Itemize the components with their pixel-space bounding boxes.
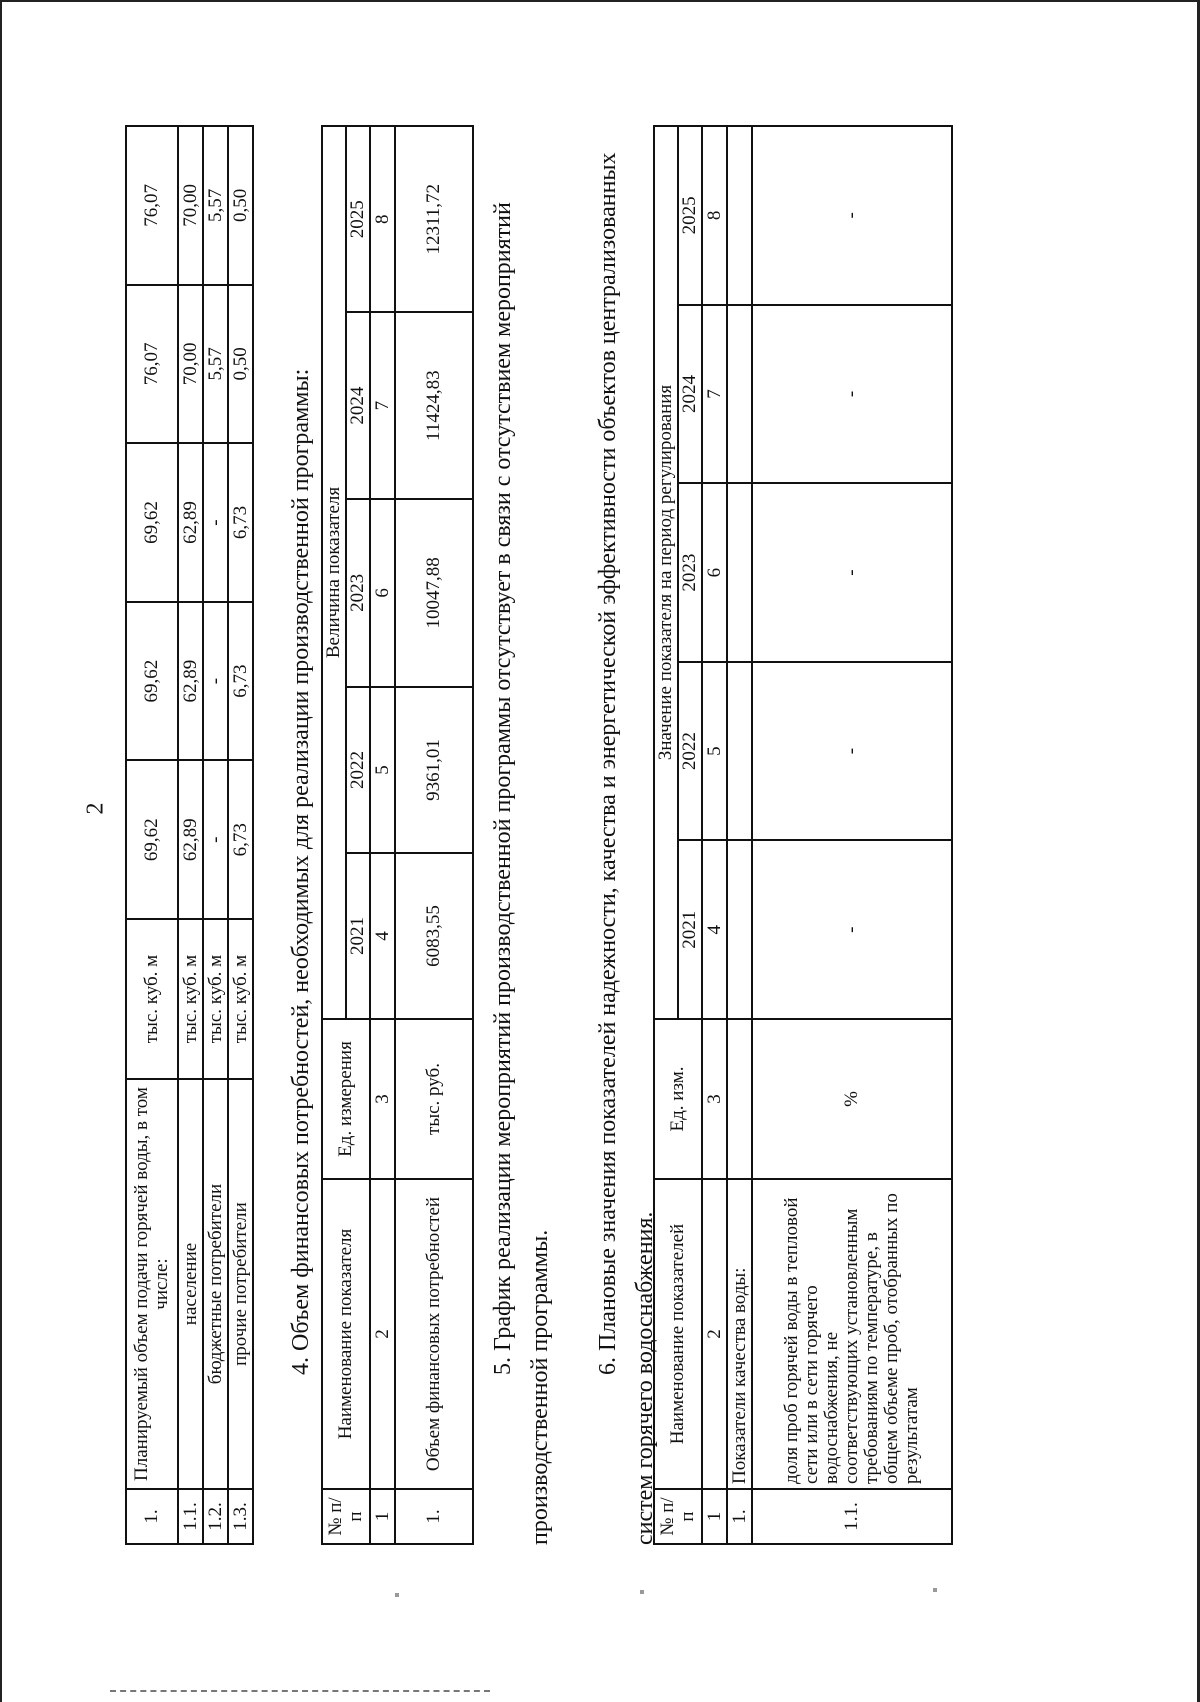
table-row: [752, 126, 952, 1544]
row-unit: тыс. куб. м: [228, 919, 253, 1079]
rotated-document-content: [125, 45, 1175, 1545]
header-group: Величина показателя: [322, 126, 346, 1019]
empty-cell: [727, 1019, 752, 1179]
table-group-row: [727, 126, 752, 1544]
value-2021: -: [752, 840, 952, 1019]
value-2022: 69,62: [126, 602, 178, 761]
header-year-2021: 2021: [678, 840, 702, 1019]
header-year-2022: 2022: [678, 662, 702, 841]
row-number: 1.: [395, 1489, 473, 1544]
row-number: 1.: [126, 1489, 178, 1544]
index-cell: 8: [370, 126, 395, 312]
index-cell: 6: [370, 499, 395, 687]
value-2025: 70,00: [178, 126, 203, 285]
value-2024: 76,07: [126, 285, 178, 444]
value-2025: 5,57: [203, 126, 228, 285]
value-2023: -: [203, 443, 228, 602]
row-unit: тыс. куб. м: [126, 919, 178, 1079]
empty-cell: [727, 126, 752, 305]
row-name: бюджетные потребители: [203, 1079, 228, 1489]
row-unit: %: [752, 1019, 952, 1179]
empty-cell: [727, 483, 752, 662]
value-2021: 6,73: [228, 760, 253, 919]
section-4-heading: 4. Объем финансовых потребностей, необходимых для реализации производственной программы:: [288, 368, 314, 1375]
table-header-row: [654, 126, 678, 1544]
value-2025: 76,07: [126, 126, 178, 285]
empty-cell: [727, 662, 752, 841]
value-2021: 69,62: [126, 760, 178, 919]
value-2022: 6,73: [228, 602, 253, 761]
value-2025: 0,50: [228, 126, 253, 285]
header-year-2023: 2023: [346, 499, 370, 687]
header-year-2021: 2021: [346, 853, 370, 1019]
value-2025: -: [752, 126, 952, 305]
table-index-row: [702, 126, 727, 1544]
section-6-text: 6. Плановые значения показателей надежности, качества и энергетической эффективности объектов централизованных систем горячего водоснабжения.: [595, 152, 659, 1545]
value-2025: 12311,72: [395, 126, 473, 312]
row-number: 1.: [727, 1489, 752, 1544]
water-supply-table: [125, 125, 254, 1545]
value-2023: -: [752, 483, 952, 662]
value-2023: 69,62: [126, 443, 178, 602]
value-2021: -: [203, 760, 228, 919]
table-row: [203, 126, 228, 1544]
scan-speck: [933, 1588, 937, 1592]
index-cell: 1: [702, 1489, 727, 1544]
row-unit: тыс. куб. м: [203, 919, 228, 1079]
page-border-left: [0, 0, 2, 1702]
row-name: прочие потребители: [228, 1079, 253, 1489]
index-cell: 7: [370, 312, 395, 498]
scan-speck: [395, 1593, 399, 1597]
row-name: Планируемый объем подачи горячей воды, в том числе:: [126, 1079, 178, 1489]
header-year-2025: 2025: [678, 126, 702, 305]
header-num: № п/п: [322, 1489, 370, 1544]
row-number: 1.1.: [178, 1489, 203, 1544]
section-5-text: 5. График реализации мероприятий производственной программы отсутствует в связи с отсутствием мероприятий производственной программы.: [490, 202, 554, 1545]
empty-cell: [727, 305, 752, 484]
index-cell: 1: [370, 1489, 395, 1544]
index-cell: 4: [702, 840, 727, 1019]
table-row: [178, 126, 203, 1544]
table-row: [126, 126, 178, 1544]
row-name: доля проб горячей воды в тепловой сети или в сети горячего водоснабжения, не соответствующих установленным требованиям по температуре, в общем объеме проб, отобранных по результатам: [752, 1179, 952, 1489]
index-cell: 3: [702, 1019, 727, 1179]
header-name: Наименование показателя: [322, 1179, 370, 1489]
index-cell: 5: [702, 662, 727, 841]
header-year-2024: 2024: [346, 312, 370, 498]
header-num: № п/п: [654, 1489, 702, 1544]
scan-speck: [640, 1590, 644, 1594]
page-border-top: [0, 0, 1200, 2]
index-cell: 2: [702, 1179, 727, 1489]
value-2024: 11424,83: [395, 312, 473, 498]
index-cell: 2: [370, 1179, 395, 1489]
value-2022: 62,89: [178, 602, 203, 761]
value-2023: 10047,88: [395, 499, 473, 687]
header-unit: Ед. измерения: [322, 1019, 370, 1179]
header-year-2025: 2025: [346, 126, 370, 312]
financial-needs-table: [321, 125, 474, 1545]
row-number: 1.3.: [228, 1489, 253, 1544]
index-cell: 4: [370, 853, 395, 1019]
index-cell: 8: [702, 126, 727, 305]
header-year-2022: 2022: [346, 687, 370, 853]
value-2021: 6083,55: [395, 853, 473, 1019]
row-number: 1.1.: [752, 1489, 952, 1544]
index-cell: 7: [702, 305, 727, 484]
header-year-2024: 2024: [678, 305, 702, 484]
index-cell: 5: [370, 687, 395, 853]
row-name: население: [178, 1079, 203, 1489]
value-2023: 62,89: [178, 443, 203, 602]
row-name: Объем финансовых потребностей: [395, 1179, 473, 1489]
empty-cell: [727, 840, 752, 1019]
table-index-row: [370, 126, 395, 1544]
row-number: 1.2.: [203, 1489, 228, 1544]
value-2022: 9361,01: [395, 687, 473, 853]
index-cell: 3: [370, 1019, 395, 1179]
row-unit: тыс. куб. м: [178, 919, 203, 1079]
row-name: Показатели качества воды:: [727, 1179, 752, 1489]
value-2022: -: [752, 662, 952, 841]
row-unit: тыс. руб.: [395, 1019, 473, 1179]
value-2024: 0,50: [228, 285, 253, 444]
header-unit: Ед. изм.: [654, 1019, 702, 1179]
table-row: [228, 126, 253, 1544]
page-number: 2: [82, 802, 109, 815]
scan-edge-line: [110, 1690, 490, 1692]
value-2023: 6,73: [228, 443, 253, 602]
value-2022: -: [203, 602, 228, 761]
table-row: [395, 126, 473, 1544]
value-2024: 70,00: [178, 285, 203, 444]
value-2024: -: [752, 305, 952, 484]
header-name: Наименование показателей: [654, 1179, 702, 1489]
table-header-row: [322, 126, 346, 1544]
index-cell: 6: [702, 483, 727, 662]
value-2021: 62,89: [178, 760, 203, 919]
header-group: Значение показателя на период регулирования: [654, 126, 678, 1019]
quality-indicators-table: [653, 125, 953, 1545]
header-year-2023: 2023: [678, 483, 702, 662]
value-2024: 5,57: [203, 285, 228, 444]
